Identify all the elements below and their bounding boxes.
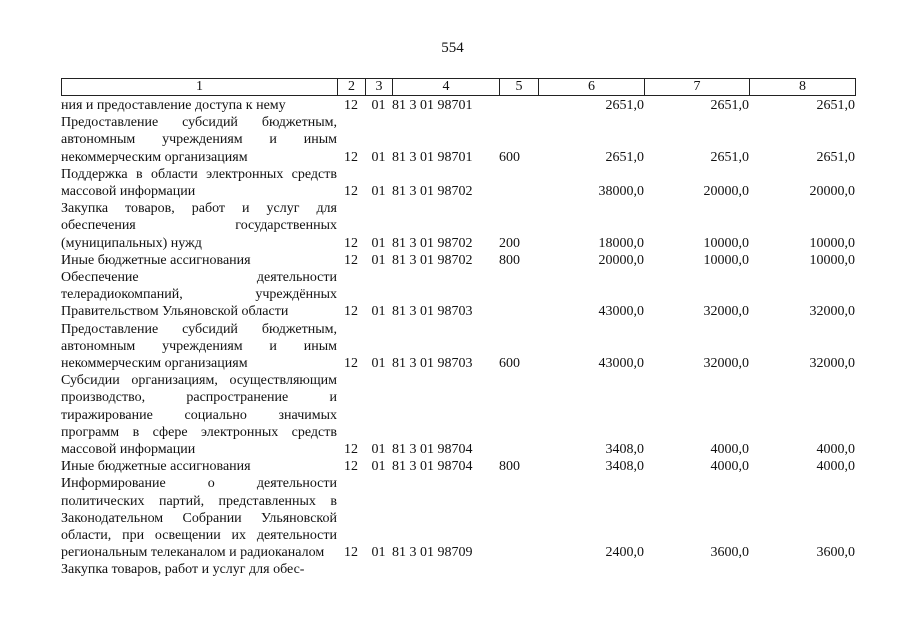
row-target-code: 81 3 01 98703 bbox=[392, 304, 473, 320]
row-expense-type bbox=[499, 269, 538, 321]
table-row bbox=[61, 97, 855, 114]
row-amount-7: 2651,0 bbox=[710, 98, 749, 113]
row-subsection: 01 bbox=[371, 356, 386, 372]
row-amount-7 bbox=[644, 561, 749, 578]
row-amount-8: 20000,0 bbox=[809, 184, 855, 200]
row-name: Закупка товаров, работ и услуг для обеспечения государственных (муниципальных) нужд bbox=[61, 201, 337, 251]
row-amount-7: 4000,0 bbox=[710, 442, 749, 458]
row-amount-6 bbox=[538, 561, 644, 578]
row-name: Предоставление субсидий бюджетным, автономным учреждениям и иным некоммерческим организациям bbox=[61, 115, 337, 165]
row-expense-type bbox=[499, 166, 538, 200]
row-amount-7: 2651,0 bbox=[710, 149, 749, 165]
row-amount-7: 32000,0 bbox=[703, 356, 749, 372]
row-expense-type: 600 bbox=[499, 149, 520, 165]
table-row bbox=[61, 475, 855, 561]
row-section: 12 bbox=[344, 356, 358, 372]
row-amount-8: 4000,0 bbox=[816, 442, 855, 458]
page-number: 554 bbox=[441, 40, 464, 56]
row-amount-7: 4000,0 bbox=[710, 459, 749, 475]
table-row bbox=[61, 166, 855, 200]
row-amount-8: 2651,0 bbox=[816, 98, 855, 113]
row-subsection: 01 bbox=[371, 149, 386, 165]
row-subsection: 01 bbox=[371, 442, 386, 458]
row-subsection: 01 bbox=[371, 184, 386, 200]
row-section: 12 bbox=[344, 235, 358, 251]
row-expense-type: 800 bbox=[499, 252, 520, 268]
row-amount-6: 2400,0 bbox=[605, 545, 644, 561]
row-amount-8: 3600,0 bbox=[816, 545, 855, 561]
header-col-7: 7 bbox=[645, 79, 750, 96]
row-amount-6: 3408,0 bbox=[605, 459, 644, 475]
row-subsection: 01 bbox=[371, 235, 386, 251]
budget-table bbox=[61, 97, 855, 579]
row-name: Закупка товаров, работ и услуг для обес- bbox=[61, 562, 305, 578]
row-expense-type: 200 bbox=[499, 235, 520, 251]
row-amount-8: 32000,0 bbox=[809, 356, 855, 372]
row-amount-6: 38000,0 bbox=[598, 184, 644, 200]
header-col-1: 1 bbox=[62, 79, 338, 96]
row-subsection: 01 bbox=[371, 98, 386, 113]
row-target-code: 81 3 01 98704 bbox=[392, 442, 473, 458]
table-row bbox=[61, 372, 855, 458]
row-amount-6: 43000,0 bbox=[598, 356, 644, 372]
row-expense-type bbox=[499, 97, 538, 114]
table-row bbox=[61, 458, 855, 475]
row-expense-type bbox=[499, 372, 538, 458]
row-expense-type bbox=[499, 475, 538, 561]
header-col-2: 2 bbox=[338, 79, 366, 96]
row-section: 12 bbox=[344, 304, 358, 320]
row-name: Субсидии организациям, осуществляющим производство, распространение и тиражирование социально значимых программ в сфере электронных средств массовой информации bbox=[61, 373, 337, 458]
row-amount-8: 10000,0 bbox=[809, 252, 855, 268]
row-name: Предоставление субсидий бюджетным, автономным учреждениям и иным некоммерческим организациям bbox=[61, 321, 337, 372]
row-section: 12 bbox=[344, 252, 358, 268]
row-name: Поддержка в области электронных средств массовой информации bbox=[61, 166, 337, 200]
row-target-code: 81 3 01 98709 bbox=[392, 545, 473, 561]
row-target-code: 81 3 01 98701 bbox=[392, 149, 473, 165]
header-col-4: 4 bbox=[393, 79, 500, 96]
row-section: 12 bbox=[344, 442, 358, 458]
row-expense-type: 800 bbox=[499, 459, 520, 475]
row-expense-type: 600 bbox=[499, 356, 520, 372]
row-amount-7: 10000,0 bbox=[703, 252, 749, 268]
row-amount-6: 2651,0 bbox=[605, 149, 644, 165]
row-amount-7: 32000,0 bbox=[703, 304, 749, 320]
row-section: 12 bbox=[344, 98, 358, 113]
row-name: Иные бюджетные ассигнования bbox=[61, 459, 251, 475]
row-subsection: 01 bbox=[371, 252, 386, 268]
row-amount-7: 20000,0 bbox=[703, 184, 749, 200]
row-subsection: 01 bbox=[371, 459, 386, 475]
row-amount-6: 20000,0 bbox=[598, 252, 644, 268]
row-name: Иные бюджетные ассигнования bbox=[61, 252, 251, 268]
row-section: 12 bbox=[344, 459, 358, 475]
table-row bbox=[61, 269, 855, 321]
row-target-code: 81 3 01 98702 bbox=[392, 252, 473, 268]
header-col-3: 3 bbox=[366, 79, 393, 96]
row-section: 12 bbox=[344, 184, 358, 200]
row-amount-6: 43000,0 bbox=[598, 304, 644, 320]
row-amount-7: 10000,0 bbox=[703, 235, 749, 251]
row-target-code: 81 3 01 98701 bbox=[392, 98, 473, 113]
row-amount-8: 10000,0 bbox=[809, 235, 855, 251]
table-row bbox=[61, 252, 855, 269]
row-name: ния и предоставление доступа к нему bbox=[61, 98, 286, 113]
row-amount-6: 18000,0 bbox=[598, 235, 644, 251]
table-row bbox=[61, 200, 855, 252]
header-col-8: 8 bbox=[750, 79, 856, 96]
row-subsection: 01 bbox=[371, 304, 386, 320]
row-section bbox=[337, 561, 365, 578]
row-subsection bbox=[365, 561, 392, 578]
row-target-code bbox=[392, 561, 499, 578]
row-name: Информирование о деятельности политических партий, представленных в Законодательном Собрании Ульяновской области, при освещении их деятельности региональным телеканалом и радиоканалом bbox=[61, 476, 337, 561]
row-expense-type bbox=[499, 561, 538, 578]
row-name: Обеспечение деятельности телерадиокомпаний, учреждённых Правительством Ульяновской области bbox=[61, 270, 337, 320]
table-row bbox=[61, 561, 855, 578]
row-amount-6: 2651,0 bbox=[605, 98, 644, 113]
row-target-code: 81 3 01 98703 bbox=[392, 356, 473, 372]
row-amount-7: 3600,0 bbox=[710, 545, 749, 561]
table-row bbox=[61, 114, 855, 166]
row-target-code: 81 3 01 98702 bbox=[392, 235, 473, 251]
row-amount-8 bbox=[749, 561, 855, 578]
row-target-code: 81 3 01 98702 bbox=[392, 184, 473, 200]
row-amount-8: 4000,0 bbox=[816, 459, 855, 475]
row-target-code: 81 3 01 98704 bbox=[392, 459, 473, 475]
table-header bbox=[61, 78, 856, 96]
header-col-5: 5 bbox=[500, 79, 539, 96]
header-col-6: 6 bbox=[539, 79, 645, 96]
row-amount-8: 2651,0 bbox=[816, 149, 855, 165]
row-amount-6: 3408,0 bbox=[605, 442, 644, 458]
row-amount-8: 32000,0 bbox=[809, 304, 855, 320]
table-row bbox=[61, 321, 855, 373]
row-section: 12 bbox=[344, 149, 358, 165]
row-section: 12 bbox=[344, 545, 358, 561]
row-subsection: 01 bbox=[371, 545, 386, 561]
